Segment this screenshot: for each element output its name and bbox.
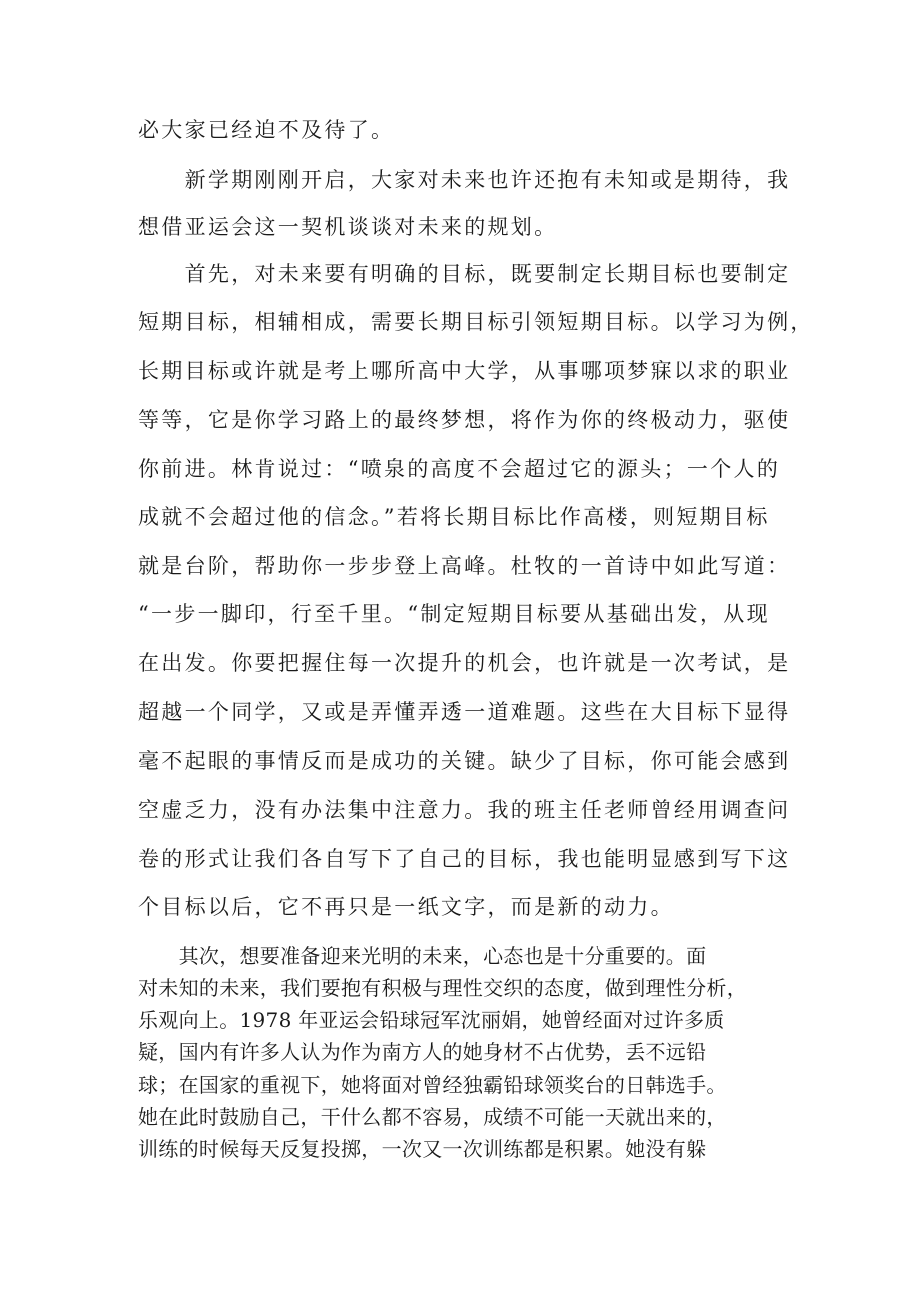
text-line: 空虚乏力，没有办法集中注意力。我的班主任老师曾经用调查问 bbox=[138, 798, 791, 822]
text-line: 超越一个同学，又或是弄懂弄透一道难题。这些在大目标下显得 bbox=[138, 700, 791, 724]
text-line: 等等，它是你学习路上的最终梦想，将作为你的终极动力，驱使 bbox=[138, 408, 791, 432]
text-line: 必大家已经迫不及待了。 bbox=[138, 118, 395, 142]
text-line: 疑，国内有许多人认为作为南方人的她身材不占优势，丢不远铅 bbox=[138, 1040, 707, 1064]
text-line: 长期目标或许就是考上哪所高中大学，从事哪项梦寐以求的职业 bbox=[138, 359, 791, 383]
text-line: 在出发。你要把握住每一次提升的机会，也许就是一次考试，是 bbox=[138, 651, 791, 675]
text-line: 新学期刚刚开启，大家对未来也许还抱有未知或是期待，我 bbox=[138, 168, 791, 192]
text-line: 想借亚运会这一契机谈谈对未来的规划。 bbox=[138, 215, 558, 239]
text-line: 短期目标，相辅相成，需要长期目标引领短期目标。以学习为例， bbox=[138, 310, 814, 334]
text-line: 毫不起眼的事情反而是成功的关键。缺少了目标，你可能会感到 bbox=[138, 749, 791, 773]
text-line: 个目标以后，它不再只是一纸文字，而是新的动力。 bbox=[138, 895, 674, 919]
text-line: 球；在国家的重视下，她将面对曾经独霸铅球领奖台的日韩选手。 bbox=[138, 1073, 727, 1097]
text-line: 其次，想要准备迎来光明的未来，心态也是十分重要的。面 bbox=[138, 944, 707, 968]
text-line: “一步一脚印，行至千里。“制定短期目标要从基础出发，从现 bbox=[138, 602, 770, 626]
text-line: 对未知的未来，我们要抱有积极与理性交织的态度，做到理性分析， bbox=[138, 976, 747, 1000]
text-line: 乐观向上。1978 年亚运会铅球冠军沈丽娟，她曾经面对过许多质 bbox=[138, 1008, 725, 1032]
text-line: 训练的时候每天反复投掷，一次又一次训练都是积累。她没有躲 bbox=[138, 1137, 707, 1161]
text-line: 卷的形式让我们各自写下了自己的目标，我也能明显感到写下这 bbox=[138, 847, 791, 871]
text-line: 成就不会超过他的信念。”若将长期目标比作高楼，则短期目标 bbox=[138, 505, 770, 529]
text-line: 她在此时鼓励自己，干什么都不容易，成绩不可能一天就出来的， bbox=[138, 1105, 727, 1129]
text-line: 首先，对未来要有明确的目标，既要制定长期目标也要制定 bbox=[138, 262, 791, 286]
text-line: 你前进。林肯说过：“喷泉的高度不会超过它的源头；一个人的 bbox=[138, 457, 781, 481]
text-line: 就是台阶，帮助你一步步登上高峰。杜牧的一首诗中如此写道： bbox=[138, 554, 791, 578]
